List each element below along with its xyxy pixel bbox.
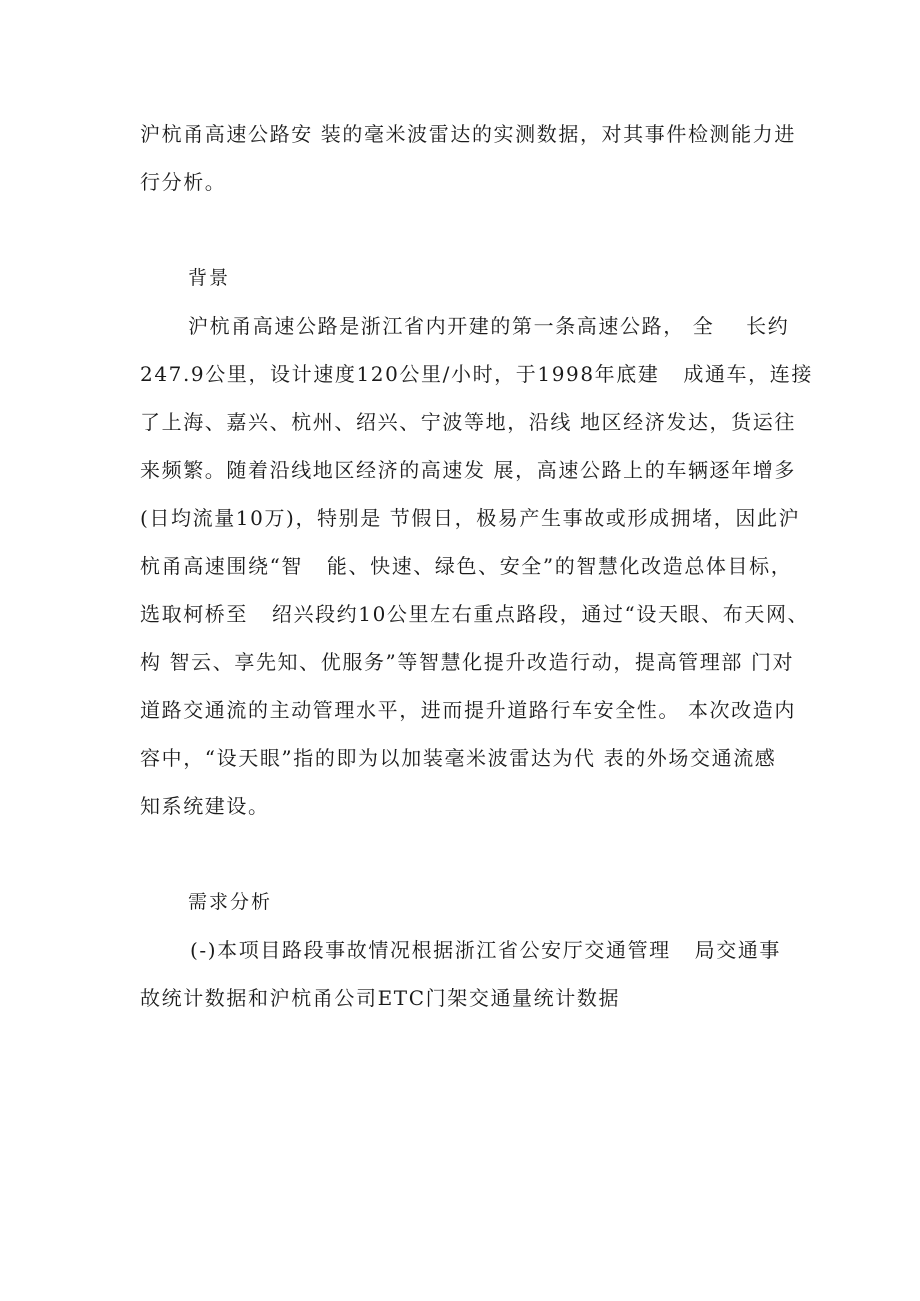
section-heading-requirements: 需求分析 — [188, 891, 273, 913]
background-line-11: 知系统建设。 — [140, 794, 270, 818]
requirements-line-1: (-)本项目路段事故情况根据浙江省公安厅交通管理 局交通事 — [190, 938, 782, 962]
background-line-6: 杭甬高速围绕“智 能、快速、绿色、安全”的智慧化改造总体目标， — [140, 554, 793, 578]
intro-line-1: 沪杭甬高速公路安 装的毫米波雷达的实测数据，对其事件检测能力进 — [140, 122, 796, 146]
background-line-1: 沪杭甬高速公路是浙江省内开建的第一条高速公路， 全 长约 — [188, 314, 790, 338]
background-line-4: 来频繁。随着沿线地区经济的高速发 展，高速公路上的车辆逐年增多 — [140, 458, 796, 482]
background-line-2: 247.9公里，设计速度120公里/小时，于1998年底建 成通车，连接 — [140, 362, 813, 386]
background-line-10: 容中，“设天眼”指的即为以加装毫米波雷达为代 表的外场交通流感 — [140, 746, 777, 770]
background-line-7: 选取柯桥至 绍兴段约10公里左右重点路段，通过“设天眼、布天网、 — [140, 602, 810, 626]
requirements-line-2: 故统计数据和沪杭甬公司ETC门架交通量统计数据 — [140, 986, 621, 1010]
background-line-8: 构 智云、享先知、优服务”等智慧化提升改造行动，提高管理部 门对 — [140, 650, 795, 674]
section-heading-background: 背景 — [188, 267, 231, 289]
background-line-9: 道路交通流的主动管理水平，进而提升道路行车安全性。 本次改造内 — [140, 698, 796, 722]
intro-line-2: 行分析。 — [140, 170, 227, 194]
background-line-3: 了上海、嘉兴、杭州、绍兴、宁波等地，沿线 地区经济发达，货运往 — [140, 410, 796, 434]
background-line-5: (日均流量10万)，特别是 节假日，极易产生事故或形成拥堵，因此沪 — [140, 506, 801, 530]
